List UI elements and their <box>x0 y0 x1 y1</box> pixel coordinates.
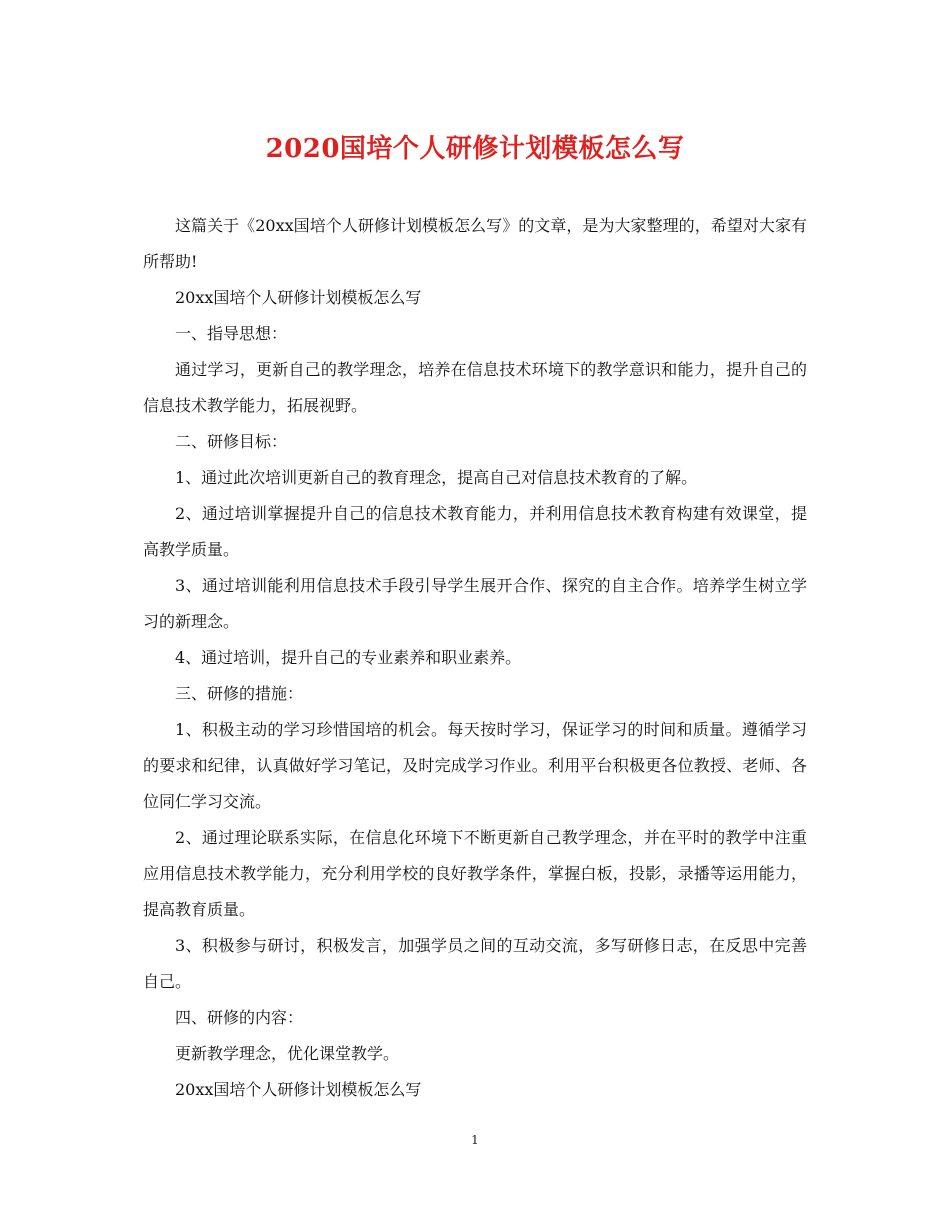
list-item-measure-2: 2、通过理论联系实际，在信息化环境下不断更新自己教学理念，并在平时的教学中注重应用信息技术教学能力，充分利用学校的良好教学条件，掌握白板，投影，录播等运用能力，提高教育质量。 <box>143 828 807 919</box>
document-title: 2020国培个人研修计划模板怎么写 <box>265 134 685 164</box>
page-number: 1 <box>471 1133 479 1147</box>
paragraph-guiding-thought: 通过学习，更新自己的教学理念，培养在信息技术环境下的教学意识和能力，提升自己的信息技术教学能力，拓展视野。 <box>143 360 807 415</box>
list-item-goal-4: 4、通过培训，提升自己的专业素养和职业素养。 <box>175 648 522 667</box>
document-body <box>143 208 807 1108</box>
paragraph-content: 更新教学理念，优化课堂教学。 <box>175 1044 400 1063</box>
list-item-goal-1: 1、通过此次培训更新自己的教育理念，提高自己对信息技术教育的了解。 <box>175 468 698 487</box>
section-heading-goals: 二、研修目标： <box>175 432 288 451</box>
section-heading-measures: 三、研修的措施： <box>175 684 304 703</box>
list-item-measure-1: 1、积极主动的学习珍惜国培的机会。每天按时学习，保证学习的时间和质量。遵循学习的要求和纪律，认真做好学习笔记，及时完成学习作业。利用平台积极更各位教授、老师、各位同仁学习交流。 <box>143 720 807 811</box>
paragraph-closing-title: 20xx国培个人研修计划模板怎么写 <box>175 1080 422 1099</box>
paragraph-subtitle: 20xx国培个人研修计划模板怎么写 <box>175 288 422 307</box>
list-item-goal-3: 3、通过培训能利用信息技术手段引导学生展开合作、探究的自主合作。培养学生树立学习的新理念。 <box>143 576 807 631</box>
list-item-goal-2: 2、通过培训掌握提升自己的信息技术教育能力，并利用信息技术教育构建有效课堂，提高教学质量。 <box>143 504 807 559</box>
list-item-measure-3: 3、积极参与研讨，积极发言，加强学员之间的互动交流，多写研修日志，在反思中完善自己。 <box>143 936 807 991</box>
paragraph-intro: 这篇关于《20xx国培个人研修计划模板怎么写》的文章，是为大家整理的，希望对大家有所帮助! <box>143 216 807 271</box>
section-heading-content: 四、研修的内容： <box>175 1008 304 1027</box>
section-heading-guiding-thought: 一、指导思想： <box>175 324 288 343</box>
